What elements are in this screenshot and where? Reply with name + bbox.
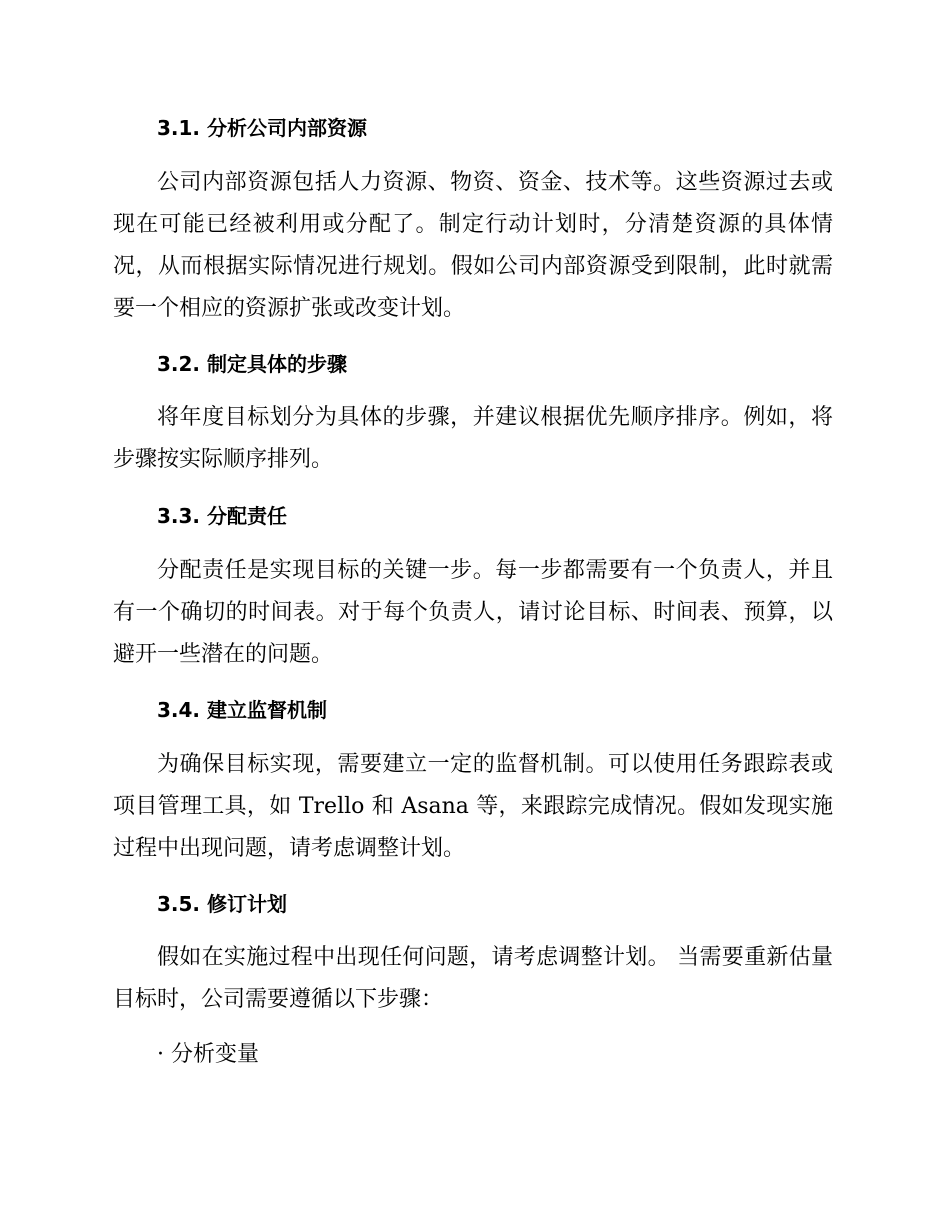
section-heading-3-3: 3.3. 分配责任	[157, 504, 287, 528]
section-heading-3-5: 3.5. 修订计划	[157, 892, 287, 916]
section-heading-3-1: 3.1. 分析公司内部资源	[157, 116, 367, 140]
section-body-3-2: 将年度目标划分为具体的步骤，并建议根据优先顺序排序。例如，将步骤按实际顺序排列。	[113, 405, 833, 472]
section-heading-3-2: 3.2. 制定具体的步骤	[157, 352, 347, 376]
section-body-3-1: 公司内部资源包括人力资源、物资、资金、技术等。这些资源过去或现在可能已经被利用或分配了。制定行动计划时，分清楚资源的具体情况，从而根据实际情况进行规划。假如公司内部资源受到限制，此时就需要一个相应的资源扩张或改变计划。	[113, 170, 833, 321]
section-body-3-3: 分配责任是实现目标的关键一步。每一步都需要有一个负责人，并且有一个确切的时间表。对于每个负责人，请讨论目标、时间表、预算，以避开一些潜在的问题。	[113, 558, 833, 667]
section-body-3-4: 为确保目标实现，需要建立一定的监督机制。可以使用任务跟踪表或项目管理工具，如 Trello 和 Asana 等，来跟踪完成情况。假如发现实施过程中出现问题，请考虑调整计划。	[113, 752, 833, 861]
section-body-3-5: 假如在实施过程中出现任何问题，请考虑调整计划。 当需要重新估量目标时，公司需要遵循以下步骤：	[113, 945, 833, 1012]
section-heading-3-4: 3.4. 建立监督机制	[157, 698, 327, 722]
list-item: · 分析变量	[157, 1042, 259, 1067]
